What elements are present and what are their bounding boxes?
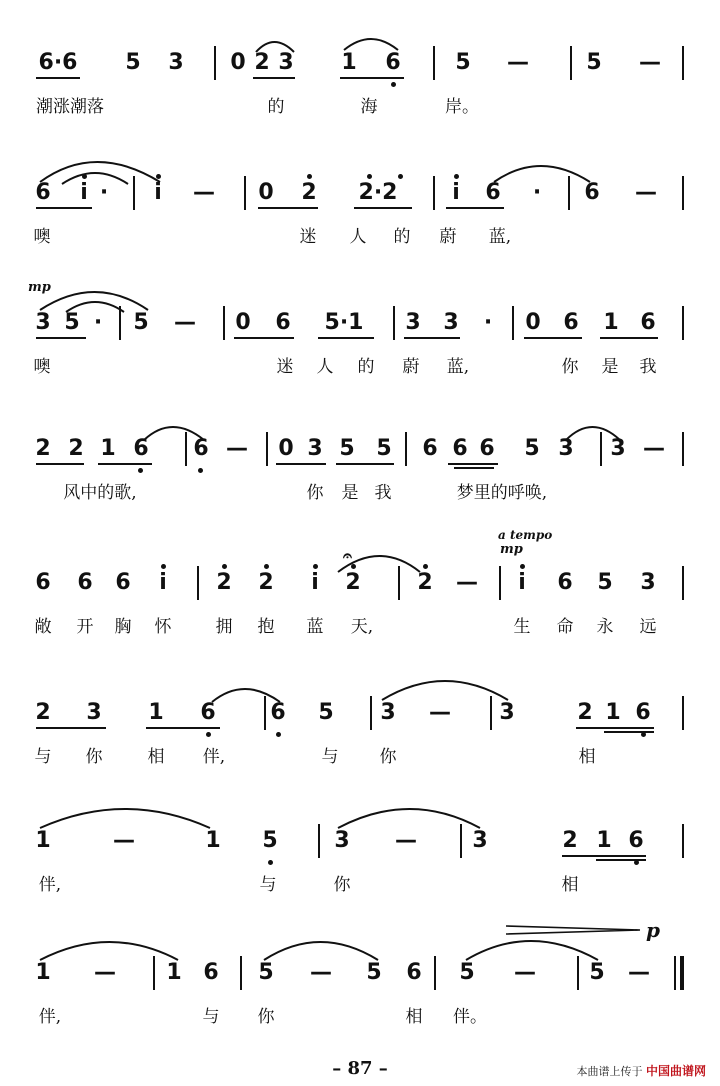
underline-beam bbox=[340, 77, 404, 79]
note: 3 bbox=[640, 570, 656, 595]
note: — bbox=[635, 180, 657, 205]
note: 5 bbox=[339, 436, 355, 461]
underline-beam bbox=[36, 337, 86, 339]
note: 2 bbox=[562, 828, 578, 853]
lyric: 是 bbox=[601, 357, 619, 377]
lyric: 与 bbox=[259, 875, 277, 895]
note: — bbox=[174, 310, 196, 335]
note: i bbox=[518, 570, 526, 595]
lyric: 与 bbox=[321, 747, 339, 767]
note: · bbox=[532, 180, 542, 205]
note: 1 bbox=[35, 960, 51, 985]
note: 6 bbox=[557, 570, 573, 595]
lyric: 敞 bbox=[34, 617, 52, 637]
low-octave-dot bbox=[138, 468, 143, 473]
lyric: 风中的歌, bbox=[63, 483, 137, 503]
note: 1 bbox=[35, 828, 51, 853]
note: 5 bbox=[586, 50, 602, 75]
underline-beam bbox=[448, 463, 498, 465]
note: i bbox=[452, 180, 460, 205]
lyric: 你 bbox=[306, 483, 324, 503]
note: 0 bbox=[258, 180, 274, 205]
underline-beam bbox=[276, 463, 326, 465]
note: 6 bbox=[563, 310, 579, 335]
lyric: 抱 bbox=[257, 617, 275, 637]
dynamic-mp: mp bbox=[28, 280, 51, 295]
source-credit-text: 本曲谱上传于 bbox=[576, 1065, 643, 1078]
note: 5 bbox=[318, 700, 334, 725]
lyric: 拥 bbox=[215, 617, 233, 637]
lyric: 人 bbox=[349, 227, 367, 247]
underline-beam bbox=[576, 727, 654, 729]
lyric: 相 bbox=[147, 747, 165, 767]
low-octave-dot bbox=[268, 860, 273, 865]
lyric: 开 bbox=[76, 617, 94, 637]
lyric: 梦里的呼唤, bbox=[456, 483, 548, 503]
page-number: – 87 – bbox=[332, 1058, 388, 1079]
note: 3 bbox=[334, 828, 350, 853]
low-octave-dot bbox=[391, 82, 396, 87]
note: 5 bbox=[133, 310, 149, 335]
low-octave-dot bbox=[276, 732, 281, 737]
note: 6 bbox=[275, 310, 291, 335]
note: 2 bbox=[258, 570, 274, 595]
note: — bbox=[639, 50, 661, 75]
tempo-marking: a tempo bbox=[498, 528, 553, 542]
underline-beam bbox=[562, 855, 646, 857]
note: — bbox=[643, 436, 665, 461]
note: 2 bbox=[35, 700, 51, 725]
staff-system-6 bbox=[0, 700, 720, 810]
note: 6 bbox=[203, 960, 219, 985]
staff-system-2 bbox=[0, 180, 720, 290]
lyric: 的 bbox=[267, 97, 285, 117]
lyric: 迷 bbox=[276, 357, 294, 377]
lyric: 噢 bbox=[33, 357, 51, 377]
lyric: 永 bbox=[596, 617, 614, 637]
note: 6 bbox=[193, 436, 209, 461]
note: 6 bbox=[452, 436, 468, 461]
note: 3 bbox=[443, 310, 459, 335]
underline-beam bbox=[336, 463, 394, 465]
note: — bbox=[628, 960, 650, 985]
underline-beam bbox=[36, 463, 84, 465]
staff-system-1 bbox=[0, 50, 720, 160]
note: 2 bbox=[35, 436, 51, 461]
staff-system-5 bbox=[0, 528, 720, 680]
note: 5 bbox=[459, 960, 475, 985]
note: 1 bbox=[148, 700, 164, 725]
note: 5 bbox=[366, 960, 382, 985]
note: 1 bbox=[596, 828, 612, 853]
note: 6 bbox=[584, 180, 600, 205]
lyric: 蓝, bbox=[446, 357, 470, 377]
note: — bbox=[193, 180, 215, 205]
note: 1 bbox=[205, 828, 221, 853]
site-logo[interactable]: 中国曲谱网 bbox=[645, 1064, 706, 1078]
lyric: 你 bbox=[257, 1007, 275, 1027]
note: 6·6 bbox=[38, 50, 78, 75]
note: 3 bbox=[558, 436, 574, 461]
staff-system-4 bbox=[0, 436, 720, 546]
note: 2 bbox=[68, 436, 84, 461]
note: 6 bbox=[640, 310, 656, 335]
underline-beam bbox=[404, 337, 460, 339]
low-octave-dot bbox=[641, 732, 646, 737]
note: 3 bbox=[86, 700, 102, 725]
underline-beam bbox=[524, 337, 582, 339]
lyric: 伴, bbox=[38, 1007, 62, 1027]
note: 3 bbox=[278, 50, 294, 75]
underline-beam bbox=[318, 337, 374, 339]
note: 5 bbox=[125, 50, 141, 75]
note: i bbox=[311, 570, 319, 595]
note: — bbox=[507, 50, 529, 75]
staff-system-7 bbox=[0, 828, 720, 938]
lyric: 蔚 bbox=[439, 227, 457, 247]
note: 2 bbox=[301, 180, 317, 205]
note: 3 bbox=[307, 436, 323, 461]
lyric: 的 bbox=[357, 357, 375, 377]
lyric: 与 bbox=[34, 747, 52, 767]
lyric: 远 bbox=[639, 617, 657, 637]
lyric: 人 bbox=[316, 357, 334, 377]
note: 6 bbox=[270, 700, 286, 725]
dynamic-mp: mp bbox=[500, 542, 523, 557]
lyric: 伴, bbox=[202, 747, 226, 767]
lyric: 的 bbox=[393, 227, 411, 247]
note: i bbox=[159, 570, 167, 595]
note: 2·2 bbox=[358, 180, 398, 205]
lyric: 你 bbox=[379, 747, 397, 767]
underline-beam bbox=[146, 727, 220, 729]
note: 1 bbox=[605, 700, 621, 725]
slurs bbox=[0, 406, 720, 446]
note: 5 bbox=[589, 960, 605, 985]
slurs bbox=[0, 798, 720, 838]
lyric: 命 bbox=[556, 617, 574, 637]
note: i bbox=[154, 180, 162, 205]
note: — bbox=[429, 700, 451, 725]
lyric: 你 bbox=[333, 875, 351, 895]
low-octave-dot bbox=[634, 860, 639, 865]
staff-system-8 bbox=[0, 918, 720, 1070]
lyric: 胸 bbox=[114, 617, 132, 637]
low-octave-dot bbox=[206, 732, 211, 737]
underline-beam bbox=[454, 467, 494, 469]
lyric: 蓝 bbox=[306, 617, 324, 637]
note: — bbox=[514, 960, 536, 985]
note: 6 bbox=[479, 436, 495, 461]
note: 5 bbox=[258, 960, 274, 985]
note: 1 bbox=[166, 960, 182, 985]
note: 6 bbox=[385, 50, 401, 75]
note: 3 bbox=[380, 700, 396, 725]
underline-beam bbox=[36, 207, 92, 209]
note: 3 bbox=[405, 310, 421, 335]
note: 5 bbox=[376, 436, 392, 461]
underline-beam bbox=[354, 207, 412, 209]
lyric: 相 bbox=[405, 1007, 423, 1027]
slurs bbox=[0, 280, 720, 320]
lyric: 天, bbox=[350, 617, 374, 637]
note: — bbox=[395, 828, 417, 853]
note: 6 bbox=[485, 180, 501, 205]
slurs bbox=[0, 930, 720, 970]
lyric: 怀 bbox=[154, 617, 172, 637]
lyric: 伴。 bbox=[453, 1007, 487, 1027]
lyric: 与 bbox=[202, 1007, 220, 1027]
lyric: 迷 bbox=[299, 227, 317, 247]
note: 6 bbox=[635, 700, 651, 725]
underline-beam bbox=[600, 337, 658, 339]
source-credit bbox=[576, 1062, 706, 1079]
note: 6 bbox=[200, 700, 216, 725]
note: 5 bbox=[524, 436, 540, 461]
note: 6 bbox=[115, 570, 131, 595]
underline-beam bbox=[36, 727, 106, 729]
note: 1 bbox=[341, 50, 357, 75]
note: 3 bbox=[35, 310, 51, 335]
note: · bbox=[99, 180, 109, 205]
note: 0 bbox=[230, 50, 246, 75]
note: — bbox=[456, 570, 478, 595]
note: 5 bbox=[262, 828, 278, 853]
lyric: 我 bbox=[639, 357, 657, 377]
note: 0 bbox=[235, 310, 251, 335]
underline-beam bbox=[258, 207, 318, 209]
note: — bbox=[226, 436, 248, 461]
underline-beam bbox=[446, 207, 504, 209]
note: 5 bbox=[597, 570, 613, 595]
note: 5 bbox=[64, 310, 80, 335]
lyric: 相 bbox=[578, 747, 596, 767]
note: 6 bbox=[77, 570, 93, 595]
lyric: 你 bbox=[85, 747, 103, 767]
note: — bbox=[310, 960, 332, 985]
slurs bbox=[0, 670, 720, 710]
lyric: 你 bbox=[561, 357, 579, 377]
underline-beam bbox=[234, 337, 294, 339]
note: 3 bbox=[499, 700, 515, 725]
note: 6 bbox=[35, 180, 51, 205]
dynamic-p: p bbox=[646, 918, 660, 942]
lyric: 噢 bbox=[33, 227, 51, 247]
note: 2 bbox=[417, 570, 433, 595]
underline-beam bbox=[98, 463, 152, 465]
slurs bbox=[0, 540, 720, 580]
note: 1 bbox=[100, 436, 116, 461]
lyric: 相 bbox=[561, 875, 579, 895]
lyric: 岸。 bbox=[445, 97, 479, 117]
note: 6 bbox=[422, 436, 438, 461]
note: 2 bbox=[254, 50, 270, 75]
underline-beam bbox=[36, 77, 80, 79]
lyric: 海 bbox=[360, 97, 378, 117]
lyric: 生 bbox=[513, 617, 531, 637]
note: 2 bbox=[216, 570, 232, 595]
note: 2 bbox=[345, 570, 361, 595]
underline-beam bbox=[253, 77, 295, 79]
low-octave-dot bbox=[198, 468, 203, 473]
lyric: 是 bbox=[341, 483, 359, 503]
note: 5·1 bbox=[324, 310, 364, 335]
lyric: 蓝, bbox=[488, 227, 512, 247]
note: 3 bbox=[472, 828, 488, 853]
slurs bbox=[0, 150, 720, 190]
note: 0 bbox=[278, 436, 294, 461]
lyric: 潮涨潮落 bbox=[36, 97, 104, 117]
note: — bbox=[94, 960, 116, 985]
note: 0 bbox=[525, 310, 541, 335]
note: — bbox=[113, 828, 135, 853]
note: 5 bbox=[455, 50, 471, 75]
note: 2 bbox=[577, 700, 593, 725]
note: i bbox=[80, 180, 88, 205]
note: 6 bbox=[628, 828, 644, 853]
note: 6 bbox=[133, 436, 149, 461]
note: 3 bbox=[168, 50, 184, 75]
staff-system-3 bbox=[0, 280, 720, 420]
note: 6 bbox=[406, 960, 422, 985]
underline-beam bbox=[604, 731, 654, 733]
fermata-icon: 𝄐 bbox=[343, 546, 352, 565]
note: 1 bbox=[603, 310, 619, 335]
lyric: 我 bbox=[374, 483, 392, 503]
lyric: 伴, bbox=[38, 875, 62, 895]
note: · bbox=[93, 310, 103, 335]
note: 3 bbox=[610, 436, 626, 461]
slurs bbox=[0, 20, 720, 60]
lyric: 蔚 bbox=[402, 357, 420, 377]
note: · bbox=[483, 310, 493, 335]
note: 6 bbox=[35, 570, 51, 595]
